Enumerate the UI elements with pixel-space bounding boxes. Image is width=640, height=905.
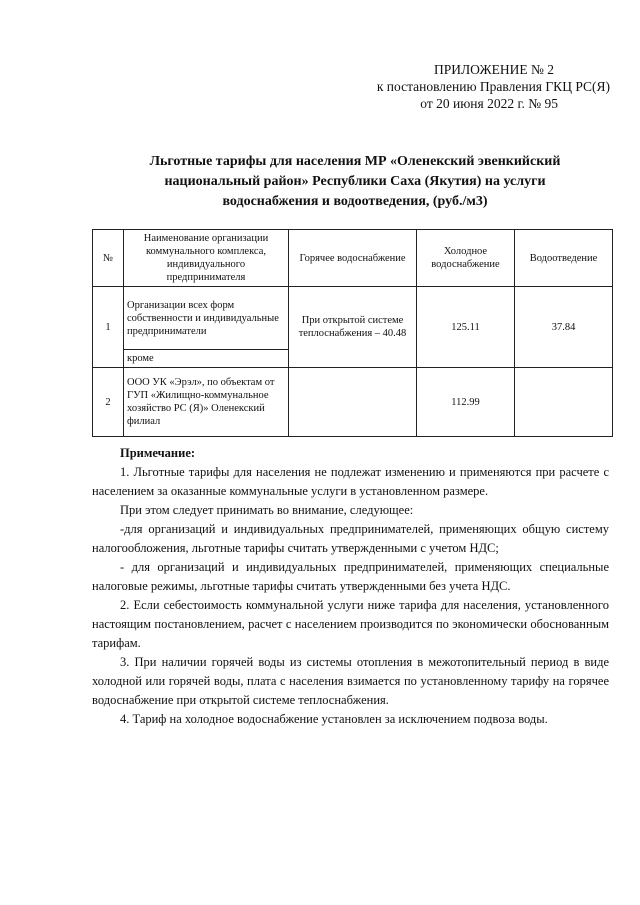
header-cold-water: Холодное водоснабжение: [417, 230, 515, 287]
note-paragraph: 4. Тариф на холодное водоснабжение установлен за исключением подвоза воды.: [120, 712, 548, 726]
appendix-resolution-ref: к постановлению Правления ГКЦ РС(Я): [376, 79, 610, 94]
notes-section: [92, 444, 609, 729]
note-paragraph: 1. Льготные тарифы для населения не подлежат изменению и применяются при расчете с населением за оказанные коммунальные услуги в установленном размере.: [92, 465, 609, 498]
header-hot-water: Горячее водоснабжение: [289, 230, 417, 287]
row-hot-water: При открытой системе теплоснабжения – 40.48: [289, 287, 417, 368]
row-hot-water: [289, 368, 417, 437]
notes-title: Примечание:: [120, 446, 196, 460]
row-org: ООО УК «Эрэл», по объектам от ГУП «Жилищно-коммунальное хозяйство РС (Я)» Оленекский филиал: [124, 368, 289, 437]
row-org: Организации всех форм собственности и индивидуальные предприниматели: [124, 287, 289, 350]
header-num: №: [93, 230, 124, 287]
row-cold-water: 112.99: [417, 368, 515, 437]
table-row: [93, 287, 613, 350]
note-paragraph: - для организаций и индивидуальных предпринимателей, применяющих специальные налоговые режимы, льготные тарифы считать утвержденными без учета НДС.: [92, 560, 609, 593]
table-row: [93, 368, 613, 437]
row-drainage: [515, 368, 613, 437]
appendix-number: ПРИЛОЖЕНИЕ № 2: [433, 62, 554, 77]
row-num: 2: [93, 368, 124, 437]
row-org-exception: кроме: [124, 350, 289, 368]
header-drainage: Водоотведение: [515, 230, 613, 287]
tariff-table: [92, 229, 613, 437]
row-num: 1: [93, 287, 124, 368]
document-title: Льготные тарифы для населения МР «Оленекский эвенкийский национальный район» Республики Саха (Якутия) на услуги водоснабжения и водоотведения, (руб./м3): [149, 154, 561, 209]
appendix-header: [250, 61, 610, 112]
row-drainage: 37.84: [515, 287, 613, 368]
appendix-date: от 20 июня 2022 г. № 95: [420, 96, 558, 111]
note-paragraph: 2. Если себестоимость коммунальной услуги ниже тарифа для населения, установленного настоящим постановлением, расчет с населением производится по экономически обоснованным тарифам.: [92, 598, 609, 650]
row-cold-water: 125.11: [417, 287, 515, 368]
header-org: Наименование организации коммунального комплекса, индивидуального предпринимателя: [124, 230, 289, 287]
table-header-row: [93, 230, 613, 287]
note-paragraph: 3. При наличии горячей воды из системы отопления в межотопительный период в виде холодной или горячей воды, плата с населения взимается по установленному тарифу на горячее водоснабжение при открытой системе теплоснабжения.: [92, 655, 609, 707]
note-paragraph: При этом следует принимать во внимание, следующее:: [120, 503, 414, 517]
note-paragraph: -для организаций и индивидуальных предпринимателей, применяющих общую систему налогообложения, льготные тарифы считать утвержденными с учетом НДС;: [92, 522, 609, 555]
